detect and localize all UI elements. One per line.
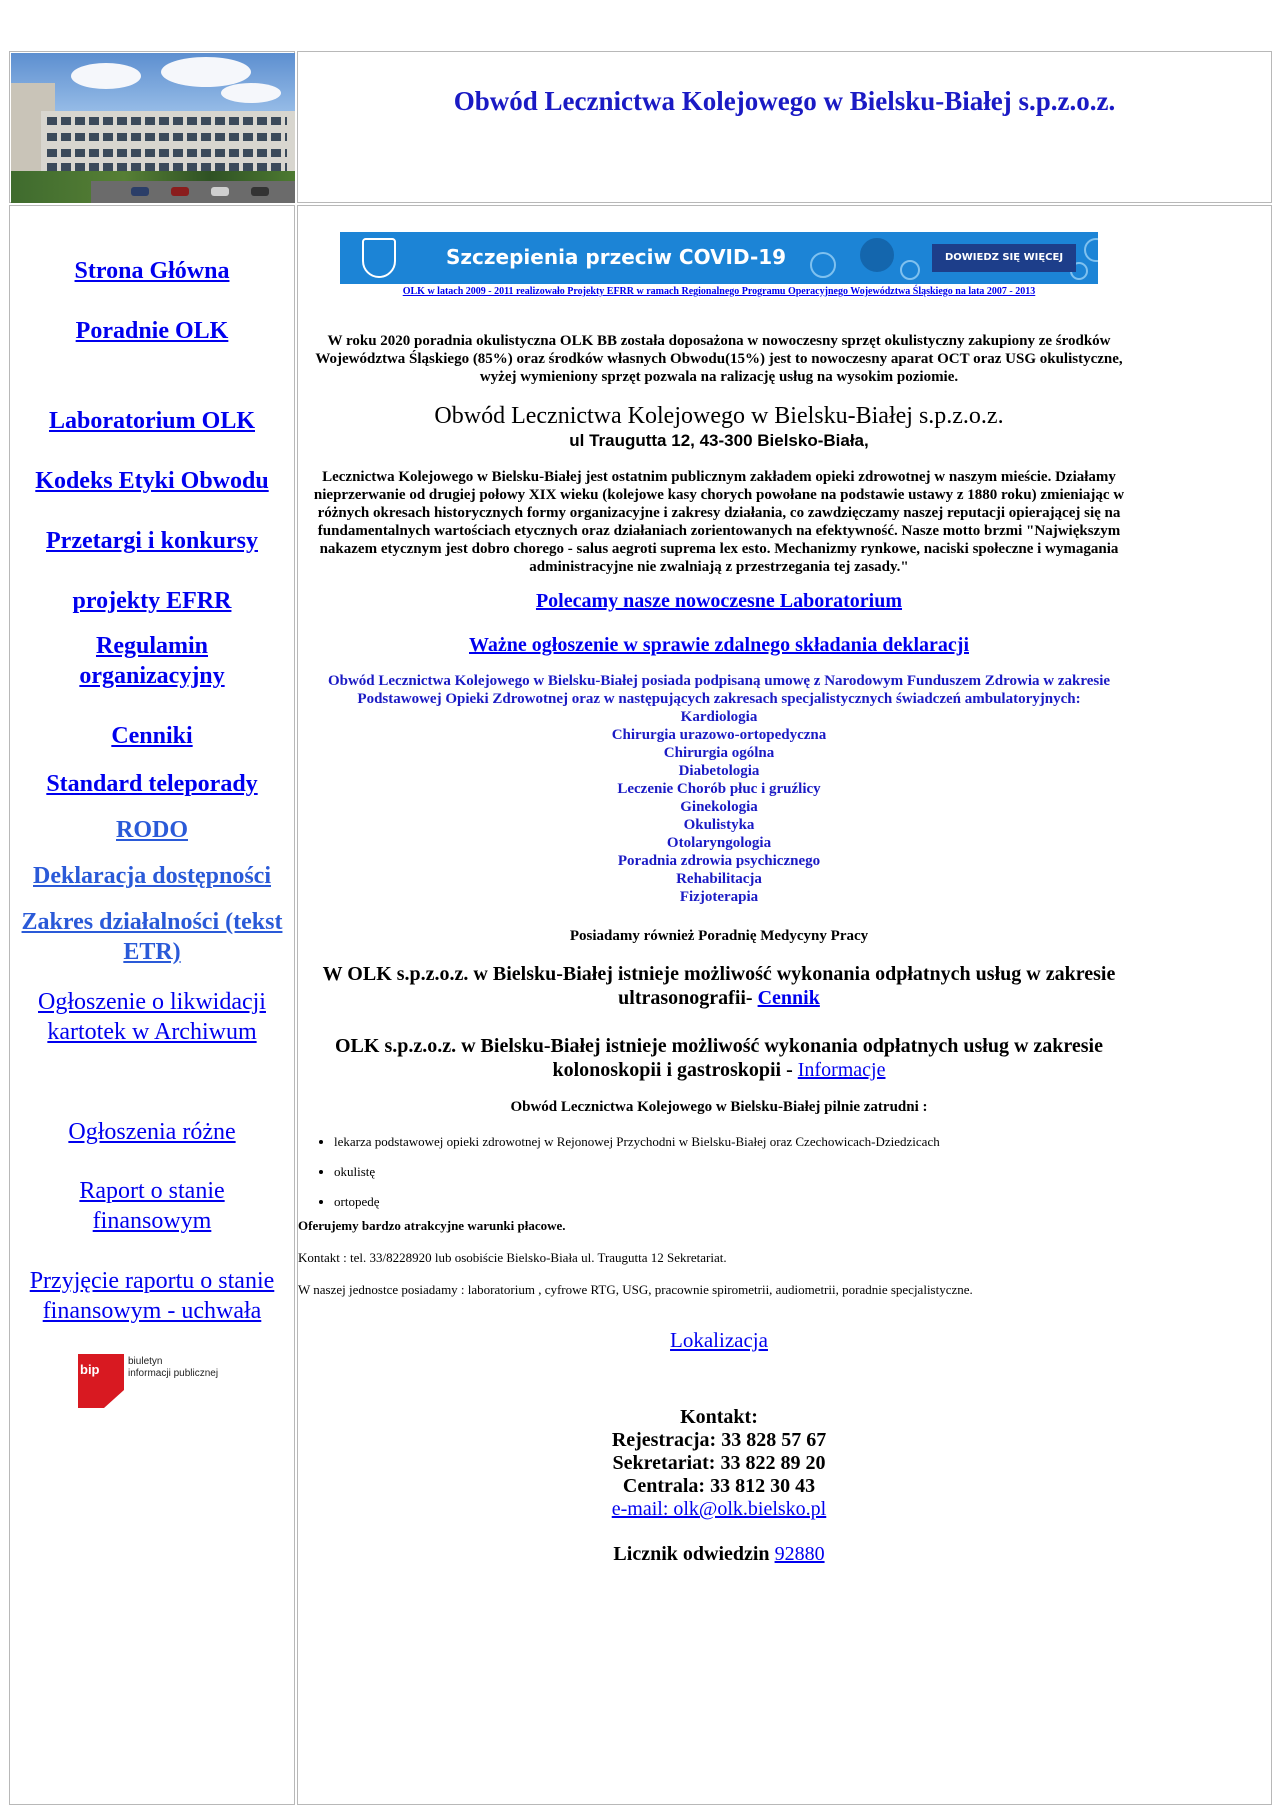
- contact-email-link[interactable]: e-mail: olk@olk.bielsko.pl: [611, 1498, 827, 1520]
- bip-logo[interactable]: bip biuletyn informacji publicznej: [78, 1354, 228, 1414]
- specialty-item: Diabetologia: [678, 763, 760, 779]
- contact-block: [298, 1406, 1140, 1566]
- specialty-item: Otolaryngologia: [666, 835, 772, 851]
- specialty-item: Fizjoterapia: [679, 889, 759, 905]
- nfz-intro: Obwód Lecznictwa Kolejowego w Bielsku-Białej posiada podpisaną umowę z Narodowym Funduszem Zdrowia w zakresie Podstawowej Opieki Zdrowotnej oraz w następujących zakresach specjalistycznych świadczeń ambulatoryjnych:: [327, 673, 1111, 707]
- endoscopy-info-link[interactable]: Informacje: [797, 1059, 886, 1081]
- occupational-medicine: Posiadamy również Poradnię Medycyny Pracy: [569, 928, 869, 944]
- list-item: • okulistę: [334, 1164, 1154, 1180]
- specialty-item: Okulistyka: [683, 817, 755, 833]
- specialty-item: Rehabilitacja: [676, 871, 762, 887]
- lab-link[interactable]: Polecamy nasze nowoczesne Laboratorium: [535, 590, 903, 612]
- org-address: ul Traugutta 12, 43-300 Bielsko-Biała,: [569, 431, 869, 450]
- org-heading: Obwód Lecznictwa Kolejowego w Bielsku-Białej s.p.z.o.z.: [434, 403, 1004, 429]
- nav-item-cenniki[interactable]: Cenniki: [111, 723, 193, 749]
- hiring-positions: [318, 1134, 1154, 1224]
- nav-item-rodo[interactable]: RODO: [116, 817, 188, 843]
- specialty-item: Poradnia zdrowia psychicznego: [617, 853, 821, 869]
- nav-item-laboratorium[interactable]: Laboratorium OLK: [48, 408, 255, 434]
- nav-item-przetargi[interactable]: Przetargi i konkursy: [46, 528, 258, 554]
- site-title: Obwód Lecznictwa Kolejowego w Bielsku-Białej s.p.z.o.z.: [453, 86, 1116, 116]
- news-2020: W roku 2020 poradnia okulistyczna OLK BB została doposażona w nowoczesny sprzęt okulistyczny zakupiony ze środków Województwa Śląskiego (85%) oraz środków własnych Obwodu(15%) jest to nowoczesny aparat OCT oraz USG okulistyczne, wyżej wymieniony sprzęt pozwala na ralizację usług na wysokim poziomie.: [315, 333, 1123, 385]
- efrr-caption-link[interactable]: OLK w latach 2009 - 2011 realizowało Projekty EFRR w ramach Regionalnego Programu Operacyjnego Województwa Śląskiego na lata 2007 - 2013: [402, 286, 1036, 297]
- nav-item-raport-finansowy[interactable]: Raport o stanie finansowym: [79, 1178, 225, 1234]
- contact-switchboard: Centrala: 33 812 30 43: [622, 1475, 816, 1497]
- bip-mark-icon: bip: [78, 1354, 124, 1408]
- specialty-item: Chirurgia ogólna: [663, 745, 775, 761]
- visit-counter-label: Licznik odwiedzin: [613, 1543, 770, 1565]
- visit-counter-value[interactable]: 92880: [774, 1543, 825, 1565]
- sidebar-nav: [9, 205, 295, 1805]
- nav-item-przyjecie-raportu[interactable]: Przyjęcie raportu o stanie finansowym - uchwała: [29, 1268, 275, 1324]
- specialties-list: [298, 708, 1140, 906]
- nav-item-likwidacja-kartotek[interactable]: Ogłoszenie o likwidacji kartotek w Archiwum: [38, 989, 266, 1045]
- nav-item-deklaracja-dostepnosci[interactable]: Deklaracja dostępności: [33, 863, 271, 889]
- nav-item-poradnie[interactable]: Poradnie OLK: [75, 318, 229, 344]
- nav-item-ogloszenia-rozne[interactable]: Ogłoszenia różne: [68, 1119, 236, 1145]
- specialty-item: Leczenie Chorób płuc i gruźlicy: [617, 781, 821, 797]
- covid-banner[interactable]: [340, 232, 1098, 284]
- covid-more-button[interactable]: DOWIEDZ SIĘ WIĘCEJ: [932, 244, 1076, 272]
- facilities-text: W naszej jednostce posiadamy : laboratorium , cyfrowe RTG, USG, pracownie spirometrii, audiometrii, poradnie specjalistyczne.: [298, 1282, 973, 1297]
- nav-item-standard-teleporady[interactable]: Standard teleporady: [46, 771, 258, 797]
- specialty-item: Ginekologia: [680, 799, 758, 815]
- usg-info: W OLK s.p.z.o.z. w Bielsku-Białej istnieje możliwość wykonania odpłatnych usług w zakresie ultrasonografii- Cennik: [322, 963, 1116, 1009]
- header-title-cell: [297, 51, 1272, 203]
- contact-heading: Kontakt:: [680, 1406, 758, 1428]
- endoscopy-info: OLK s.p.z.o.z. w Bielsku-Białej istnieje możliwość wykonania odpłatnych usług w zakresie kolonoskopii i gastroskopii - Informacje: [334, 1035, 1103, 1081]
- list-item: • lekarza podstawowej opieki zdrowotnej w Rejonowej Przychodni w Bielsku-Białej oraz Czechowicach-Dziedzicach: [334, 1134, 1154, 1150]
- specialty-item: Kardiologia: [680, 709, 758, 725]
- header-photo-cell: [9, 51, 295, 203]
- covid-banner-text: Szczepienia przeciw COVID-19: [446, 245, 787, 269]
- specialty-item: Chirurgia urazowo-ortopedyczna: [611, 727, 827, 743]
- list-item: • ortopedę: [334, 1194, 1154, 1210]
- nav-item-zakres-dzialalnosci[interactable]: Zakres działalności (tekst ETR): [21, 909, 283, 965]
- hiring-offer: Oferujemy bardzo atrakcyjne warunki płacowe.: [298, 1218, 566, 1233]
- hiring-contact: Kontakt : tel. 33/8228920 lub osobiście Bielsko-Biała ul. Traugutta 12 Sekretariat.: [298, 1250, 727, 1265]
- declaration-link[interactable]: Ważne ogłoszenie w sprawie zdalnego składania deklaracji: [469, 634, 969, 656]
- nav-item-kodeks-etyki[interactable]: Kodeks Etyki Obwodu: [35, 468, 269, 494]
- contact-registration: Rejestracja: 33 828 57 67: [611, 1429, 827, 1451]
- nav-item-strona-glowna[interactable]: Strona Główna: [74, 258, 230, 284]
- hiring-heading: Obwód Lecznictwa Kolejowego w Bielsku-Białej pilnie zatrudni :: [510, 1099, 928, 1115]
- nav-item-regulamin[interactable]: Regulamin organizacyjny: [79, 633, 225, 689]
- shield-icon: [362, 238, 396, 278]
- main-content: [297, 205, 1272, 1805]
- contact-secretariat: Sekretariat: 33 822 89 20: [612, 1452, 826, 1474]
- about-text: Lecznictwa Kolejowego w Bielsku-Białej jest ostatnim publicznym zakładem opieki zdrowotnej w naszym mieście. Działamy nieprzerwanie od drugiej połowy XIX wieku (kolejowe kasy chorych powołane na podstawie ustawy z 1880 roku) zmieniając w różnych okresach historycznych formy organizacyjne i zakresy działania, co zawdzięczamy naszej reputacji opierającej się na fundamentalnych wartościach etycznych oraz działaniach zorientowanych na efektywność. Nasze motto brzmi "Największym nakazem etycznym jest dobro chorego - salus aegroti suprema lex esto. Mechanizmy rynkowe, naciski społeczne i wymagania administracyjne nie zwalniają z przestrzegania tej zasady.": [313, 469, 1125, 575]
- building-photo: [11, 53, 295, 203]
- nav-item-projekty-efrr[interactable]: projekty EFRR: [72, 588, 232, 614]
- usg-price-link[interactable]: Cennik: [757, 987, 820, 1009]
- location-link[interactable]: Lokalizacja: [670, 1328, 768, 1352]
